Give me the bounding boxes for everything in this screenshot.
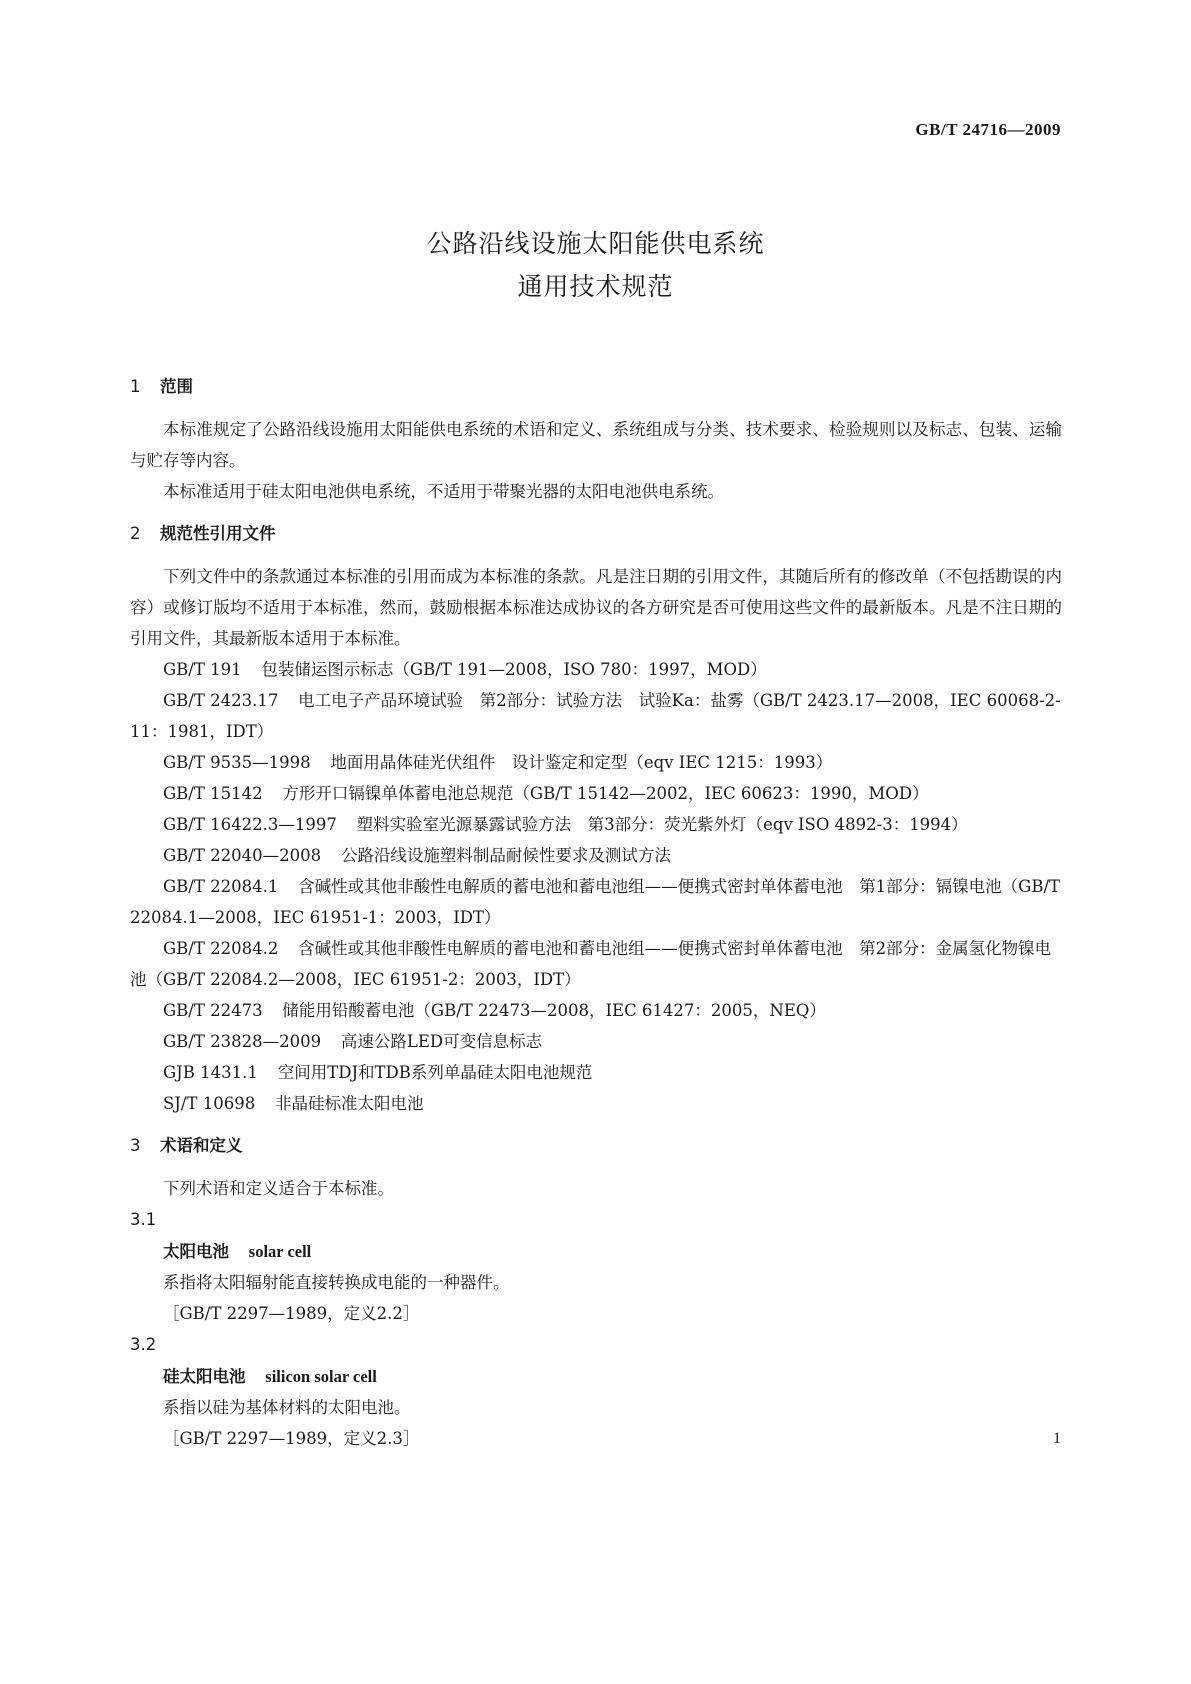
document-body bbox=[130, 372, 1062, 1454]
section-title: 范围 bbox=[160, 377, 193, 396]
term-entry bbox=[130, 1236, 1062, 1329]
reference-code: GB/T 191 bbox=[163, 660, 242, 679]
reference-title: 公路沿线设施塑料制品耐候性要求及测试方法 bbox=[340, 846, 671, 865]
reference-code: SJ/T 10698 bbox=[163, 1094, 256, 1113]
term-number: 3.2 bbox=[130, 1335, 157, 1354]
term-name-cn: 太阳电池 bbox=[163, 1242, 229, 1261]
paragraph: 下列文件中的条款通过本标准的引用而成为本标准的条款。凡是注日期的引用文件，其随后所有的修改单（不包括勘误的内容）或修订版均不适用于本标准，然而，鼓励根据本标准达成协议的各方研究是否可使用这些文件的最新版本。凡是不注日期的引用文件，其最新版本适用于本标准。 bbox=[130, 567, 1062, 648]
reference-title: 方形开口镉镍单体蓄电池总规范（GB/T 15142—2002，IEC 60623：1990，MOD） bbox=[282, 784, 929, 803]
reference-item bbox=[130, 654, 1062, 685]
reference-item bbox=[130, 1057, 1062, 1088]
reference-code: GB/T 15142 bbox=[163, 784, 263, 803]
reference-title: 储能用铅酸蓄电池（GB/T 22473—2008，IEC 61427：2005，NEQ） bbox=[282, 1001, 826, 1020]
reference-item bbox=[130, 995, 1062, 1026]
reference-title: 包装储运图示标志（GB/T 191—2008，ISO 780：1997，MOD） bbox=[261, 660, 767, 679]
reference-code: GB/T 22040—2008 bbox=[163, 846, 322, 865]
term-source: ［GB/T 2297—1989，定义2.3］ bbox=[163, 1429, 420, 1448]
reference-item bbox=[130, 747, 1062, 778]
section-number: 1 bbox=[130, 377, 141, 396]
reference-code: GB/T 22084.2 bbox=[163, 939, 279, 958]
reference-title: 高速公路LED可变信息标志 bbox=[340, 1032, 543, 1051]
term-name-cn: 硅太阳电池 bbox=[163, 1367, 246, 1386]
title-line-2: 通用技术规范 bbox=[517, 272, 674, 301]
term-source: ［GB/T 2297—1989，定义2.2］ bbox=[163, 1304, 420, 1323]
reference-item bbox=[130, 1088, 1062, 1119]
document-title bbox=[0, 222, 1191, 308]
term-number: 3.1 bbox=[130, 1210, 157, 1229]
page-number: 1 bbox=[1053, 1430, 1061, 1447]
reference-item bbox=[130, 933, 1062, 995]
reference-title: 含碱性或其他非酸性电解质的蓄电池和蓄电池组——便携式密封单体蓄电池 第1部分：镉镍电池（GB/T 22084.1—2008，IEC 61951-1：2003，IDT） bbox=[130, 877, 1061, 927]
reference-item bbox=[130, 685, 1062, 747]
term-name-en: solar cell bbox=[248, 1242, 312, 1261]
paragraph: 本标准规定了公路沿线设施用太阳能供电系统的术语和定义、系统组成与分类、技术要求、检验规则以及标志、包装、运输与贮存等内容。 bbox=[130, 420, 1062, 470]
title-line-1: 公路沿线设施太阳能供电系统 bbox=[426, 229, 765, 258]
reference-code: GB/T 16422.3—1997 bbox=[163, 815, 337, 834]
section-heading-terms-definitions bbox=[130, 1131, 1062, 1161]
reference-title: 含碱性或其他非酸性电解质的蓄电池和蓄电池组——便携式密封单体蓄电池 第2部分：金属氢化物镍电池（GB/T 22084.2—2008，IEC 61951-2：2003，IDT） bbox=[130, 939, 1052, 989]
section-title: 术语和定义 bbox=[160, 1136, 243, 1155]
reference-code: GB/T 23828—2009 bbox=[163, 1032, 322, 1051]
reference-title: 空间用TDJ和TDB系列单晶硅太阳电池规范 bbox=[277, 1063, 593, 1082]
reference-code: GB/T 22084.1 bbox=[163, 877, 279, 896]
section-heading-scope bbox=[130, 372, 1062, 402]
term-entry bbox=[130, 1361, 1062, 1454]
reference-item bbox=[130, 840, 1062, 871]
reference-title: 塑料实验室光源暴露试验方法 第3部分：荧光紫外灯（eqv ISO 4892-3：1994） bbox=[356, 815, 968, 834]
term-definition: 系指以硅为基体材料的太阳电池。 bbox=[163, 1398, 411, 1417]
standard-code: GB/T 24716—2009 bbox=[915, 120, 1061, 139]
term-name bbox=[163, 1361, 1062, 1392]
reference-code: GJB 1431.1 bbox=[163, 1063, 258, 1082]
reference-code: GB/T 9535—1998 bbox=[163, 753, 311, 772]
reference-title: 地面用晶体硅光伏组件 设计鉴定和定型（eqv IEC 1215：1993） bbox=[330, 753, 833, 772]
term-definition: 系指将太阳辐射能直接转换成电能的一种器件。 bbox=[163, 1273, 510, 1292]
section-number: 2 bbox=[130, 524, 141, 543]
reference-item bbox=[130, 871, 1062, 933]
term-name bbox=[163, 1236, 1062, 1267]
paragraph: 本标准适用于硅太阳电池供电系统，不适用于带聚光器的太阳电池供电系统。 bbox=[163, 482, 724, 501]
reference-item bbox=[130, 809, 1062, 840]
reference-code: GB/T 2423.17 bbox=[163, 691, 279, 710]
reference-title: 非晶硅标准太阳电池 bbox=[275, 1094, 424, 1113]
reference-title: 电工电子产品环境试验 第2部分：试验方法 试验Ka：盐雾（GB/T 2423.17—2008，IEC 60068-2-11：1981，IDT） bbox=[130, 691, 1061, 741]
paragraph: 下列术语和定义适合于本标准。 bbox=[163, 1179, 394, 1198]
section-number: 3 bbox=[130, 1136, 141, 1155]
section-title: 规范性引用文件 bbox=[160, 524, 276, 543]
section-heading-normative-references bbox=[130, 519, 1062, 549]
reference-code: GB/T 22473 bbox=[163, 1001, 263, 1020]
term-name-en: silicon solar cell bbox=[265, 1367, 377, 1386]
reference-item bbox=[130, 1026, 1062, 1057]
reference-item bbox=[130, 778, 1062, 809]
